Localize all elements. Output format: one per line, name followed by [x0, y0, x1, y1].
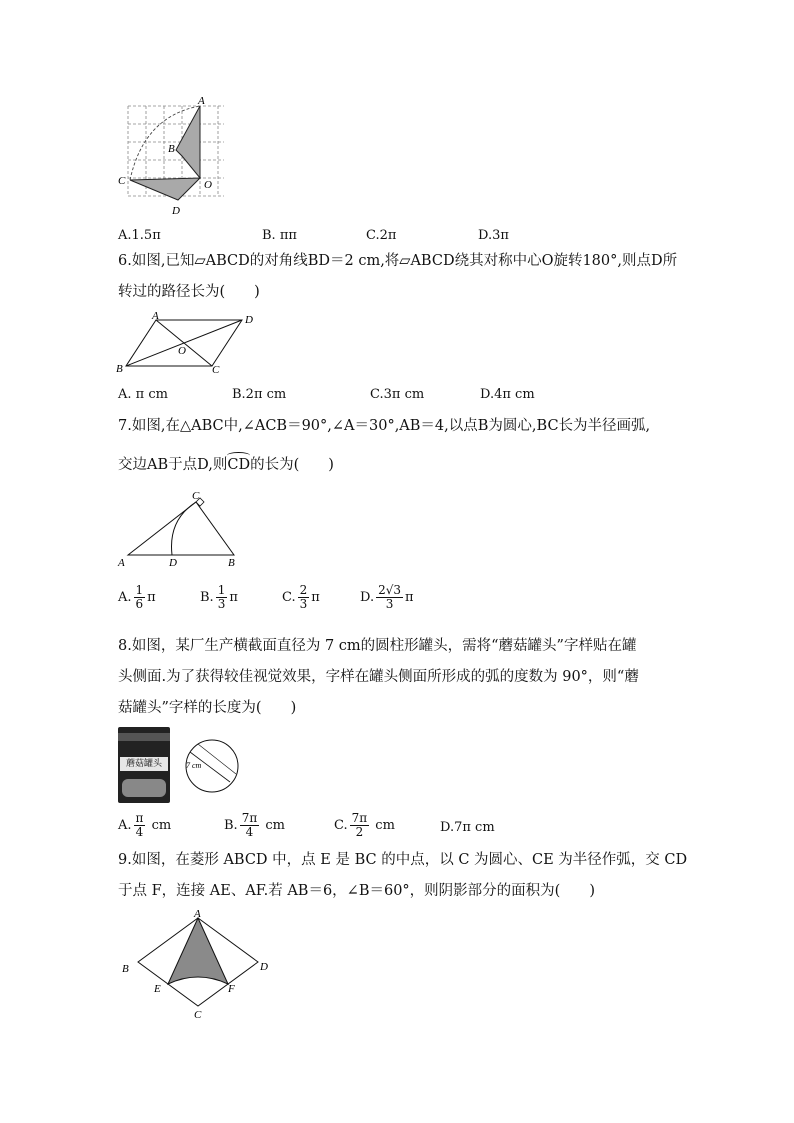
q8-option-b[interactable]: B. $\frac{7\pi}{4}$ cm — [224, 811, 285, 839]
q9-shaded-region — [168, 918, 228, 984]
q5-figure — [112, 94, 232, 218]
q9-label-b: B — [122, 963, 129, 975]
q7-option-b[interactable]: B. $\frac{1}{3}$ π — [200, 583, 238, 611]
q6-diagonal-ac — [156, 320, 212, 366]
q8-option-d[interactable]: D.7π cm — [440, 820, 495, 835]
q7-figure — [114, 488, 246, 570]
q6-label-o: O — [178, 345, 186, 357]
q9-stem-line1: 9.如图，在菱形 ABCD 中，点 E 是 BC 的中点，以 C 为圆心、CE 为半径作弧，交 CD — [118, 852, 688, 868]
q9-figure — [118, 910, 278, 1020]
q6-label-a: A — [152, 310, 159, 322]
q9-label-f: F — [228, 983, 235, 995]
q8-can-photo — [118, 727, 170, 803]
q7-label-a: A — [118, 557, 125, 569]
q7-option-c[interactable]: C. $\frac{2}{3}$ π — [282, 583, 320, 611]
q6-stem-line1: 6.如图,已知▱ABCD的对角线BD＝2 cm,将▱ABCD绕其对称中心O旋转180°,则点D所 — [118, 253, 678, 269]
q6-stem-line2: 转过的路径长为( ) — [118, 284, 260, 300]
q6-option-a[interactable]: A. π cm — [118, 387, 168, 402]
q7-label-d: D — [169, 557, 177, 569]
q6-label-b: B — [116, 363, 123, 374]
q5-option-a[interactable]: A.1.5π — [118, 228, 161, 243]
q5-option-d[interactable]: D.3π — [478, 228, 509, 243]
q5-option-c[interactable]: C.2π — [366, 228, 397, 243]
q7-option-a[interactable]: A. $\frac{1}{6}$ π — [118, 583, 156, 611]
q9-label-e: E — [154, 983, 161, 995]
q7-stem-line2-post: 的长为( ) — [250, 457, 334, 473]
q6-option-b[interactable]: B.2π cm — [232, 387, 287, 402]
q7-label-c: C — [192, 490, 200, 502]
q8-dim-label: 7 cm — [186, 761, 202, 770]
q8-option-a[interactable]: A. $\frac{\pi}{4}$ cm — [118, 811, 172, 839]
q9-label-c: C — [194, 1009, 202, 1020]
q8-option-c[interactable]: C. $\frac{7\pi}{2}$ cm — [334, 811, 395, 839]
q8-stem-line3: 菇罐头”字样的长度为( ) — [118, 700, 297, 716]
q9-label-d: D — [260, 961, 268, 973]
q5-label-b: B — [168, 143, 175, 155]
q7-option-d[interactable]: D. $\frac{2√3}{3}$ π — [360, 583, 414, 611]
q5-label-o: O — [204, 179, 212, 191]
q7-stem-line1: 7.如图,在△ABC中,∠ACB＝90°,∠A＝30°,AB＝4,以点B为圆心,BC长为半径画弧, — [118, 418, 651, 434]
q7-arc-cd: CD — [227, 457, 251, 473]
q5-label-d: D — [172, 205, 180, 217]
q5-label-a: A — [198, 95, 205, 107]
q6-label-d: D — [245, 314, 253, 326]
q8-can-label: 蘑菇罐头 — [120, 757, 168, 771]
q8-stem-line1: 8.如图，某厂生产横截面直径为 7 cm的圆柱形罐头，需将“蘑菇罐头”字样贴在罐 — [118, 638, 637, 654]
q5-label-c: C — [118, 175, 126, 187]
q6-label-c: C — [212, 364, 220, 374]
q7-label-b: B — [228, 557, 235, 569]
q8-cross-section-figure — [176, 736, 244, 796]
q7-arc — [172, 502, 197, 555]
q5-shape-lower — [130, 178, 200, 200]
q8-stem-line2: 头侧面.为了获得较佳视觉效果，字样在罐头侧面所形成的弧的度数为 90°，则“蘑 — [118, 669, 639, 685]
q5-option-b[interactable]: B. ππ — [262, 228, 297, 243]
q6-option-c[interactable]: C.3π cm — [370, 387, 425, 402]
q6-figure — [112, 310, 262, 374]
q7-stem-line2-pre: 交边AB于点D,则 — [118, 457, 228, 473]
q6-option-d[interactable]: D.4π cm — [480, 387, 535, 402]
q9-label-a: A — [194, 910, 201, 920]
q7-stem-line2 — [118, 455, 334, 475]
q9-stem-line2: 于点 F，连接 AE、AF.若 AB＝6，∠B＝60°，则阴影部分的面积为( ) — [118, 883, 595, 899]
